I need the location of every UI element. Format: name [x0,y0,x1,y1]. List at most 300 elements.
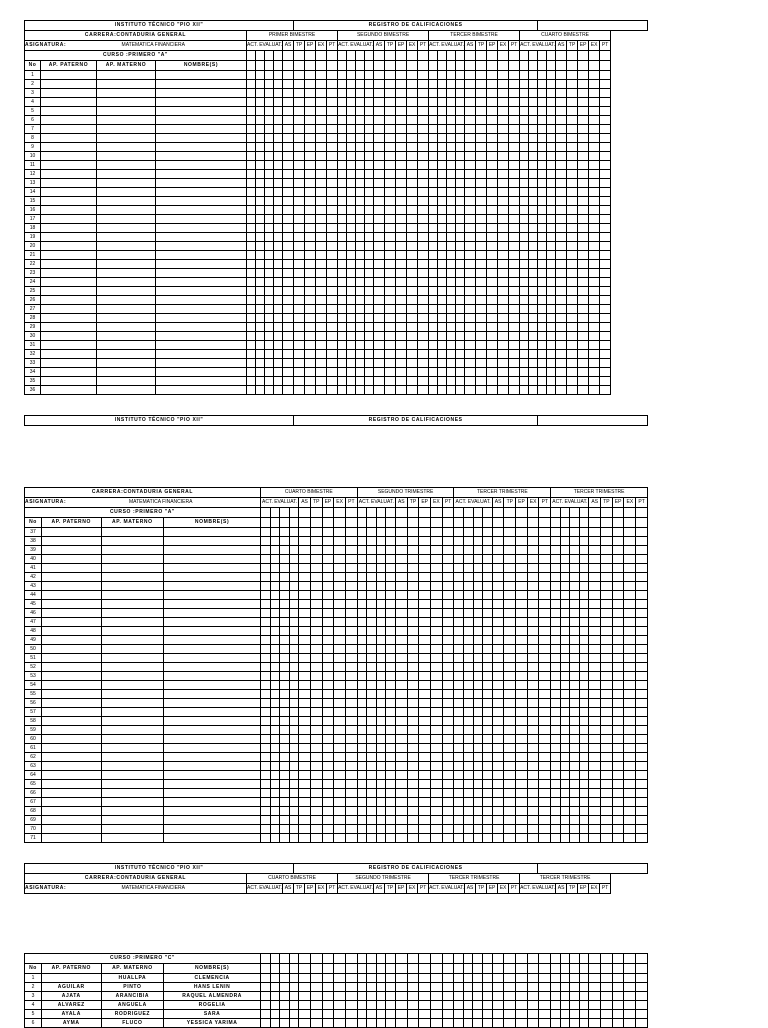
grade-cell[interactable] [385,242,396,251]
grade-cell[interactable] [567,206,578,215]
grade-cell[interactable] [322,699,334,708]
grade-cell[interactable] [294,61,305,71]
grade-cell[interactable] [454,537,464,546]
grade-cell[interactable] [299,546,311,555]
grade-cell[interactable] [316,269,327,278]
grade-cell[interactable] [407,143,418,152]
grade-cell[interactable] [567,296,578,305]
grade-cell[interactable] [551,573,561,582]
grade-cell[interactable] [347,107,356,116]
grade-cell[interactable] [476,188,487,197]
grade-cell[interactable] [504,636,516,645]
grade-cell[interactable] [567,170,578,179]
grade-cell[interactable] [483,672,493,681]
student-nombres[interactable] [156,332,247,341]
grade-cell[interactable] [338,368,347,377]
grade-cell[interactable] [327,206,338,215]
grade-cell[interactable] [487,278,498,287]
grade-cell[interactable] [636,1001,648,1010]
grade-cell[interactable] [612,974,624,983]
grade-cell[interactable] [600,278,611,287]
student-nombres[interactable] [156,296,247,305]
grade-cell[interactable] [556,197,567,206]
grade-cell[interactable] [556,386,567,395]
grade-cell[interactable] [498,224,509,233]
grade-cell[interactable] [551,564,561,573]
grade-cell[interactable] [579,645,589,654]
grade-cell[interactable] [579,983,589,992]
grade-cell[interactable] [464,708,474,717]
student-paterno[interactable] [42,807,102,816]
grade-cell[interactable] [385,107,396,116]
grade-cell[interactable] [612,964,624,974]
grade-cell[interactable] [579,1019,589,1028]
grade-cell[interactable] [464,789,474,798]
grade-cell[interactable] [487,287,498,296]
grade-cell[interactable] [560,591,570,600]
grade-cell[interactable] [294,134,305,143]
grade-cell[interactable] [367,1001,377,1010]
grade-cell[interactable] [556,278,567,287]
grade-cell[interactable] [527,582,539,591]
grade-cell[interactable] [310,954,322,964]
grade-cell[interactable] [431,825,443,834]
grade-cell[interactable] [396,134,407,143]
grade-cell[interactable] [289,726,299,735]
grade-cell[interactable] [464,627,474,636]
grade-cell[interactable] [551,735,561,744]
grade-cell[interactable] [334,798,346,807]
grade-cell[interactable] [289,954,299,964]
grade-cell[interactable] [310,591,322,600]
grade-cell[interactable] [464,735,474,744]
grade-cell[interactable] [270,636,280,645]
grade-cell[interactable] [570,582,580,591]
grade-cell[interactable] [529,278,538,287]
grade-cell[interactable] [374,323,385,332]
grade-cell[interactable] [419,681,431,690]
grade-cell[interactable] [600,215,611,224]
grade-cell[interactable] [527,954,539,964]
grade-cell[interactable] [570,807,580,816]
grade-cell[interactable] [345,518,357,528]
grade-cell[interactable] [247,332,256,341]
grade-cell[interactable] [305,386,316,395]
grade-cell[interactable] [487,242,498,251]
grade-cell[interactable] [289,528,299,537]
student-materno[interactable] [101,825,164,834]
grade-cell[interactable] [247,71,256,80]
grade-cell[interactable] [454,735,464,744]
grade-cell[interactable] [280,789,290,798]
grade-cell[interactable] [570,573,580,582]
grade-cell[interactable] [347,206,356,215]
grade-cell[interactable] [483,780,493,789]
grade-cell[interactable] [600,170,611,179]
grade-cell[interactable] [395,627,407,636]
grade-cell[interactable] [347,368,356,377]
grade-cell[interactable] [527,636,539,645]
grade-cell[interactable] [419,518,431,528]
grade-cell[interactable] [385,332,396,341]
grade-cell[interactable] [357,798,367,807]
grade-cell[interactable] [600,368,611,377]
grade-cell[interactable] [407,80,418,89]
grade-cell[interactable] [442,816,454,825]
grade-cell[interactable] [579,744,589,753]
grade-cell[interactable] [322,1001,334,1010]
grade-cell[interactable] [556,206,567,215]
grade-cell[interactable] [347,80,356,89]
grade-cell[interactable] [456,296,465,305]
grade-cell[interactable] [556,161,567,170]
grade-cell[interactable] [356,278,365,287]
student-paterno[interactable] [42,645,102,654]
grade-cell[interactable] [357,834,367,843]
grade-cell[interactable] [367,726,377,735]
grade-cell[interactable] [418,71,429,80]
grade-cell[interactable] [396,314,407,323]
grade-cell[interactable] [386,645,396,654]
grade-cell[interactable] [527,816,539,825]
grade-cell[interactable] [551,663,561,672]
grade-cell[interactable] [454,762,464,771]
grade-cell[interactable] [454,753,464,762]
grade-cell[interactable] [322,654,334,663]
grade-cell[interactable] [547,116,556,125]
grade-cell[interactable] [310,627,322,636]
grade-cell[interactable] [551,744,561,753]
grade-cell[interactable] [520,125,529,134]
grade-cell[interactable] [624,798,636,807]
grade-cell[interactable] [396,170,407,179]
grade-cell[interactable] [589,834,601,843]
grade-cell[interactable] [294,242,305,251]
student-materno[interactable] [97,242,156,251]
grade-cell[interactable] [294,152,305,161]
grade-cell[interactable] [529,242,538,251]
grade-cell[interactable] [431,672,443,681]
grade-cell[interactable] [570,609,580,618]
grade-cell[interactable] [465,368,476,377]
grade-cell[interactable] [338,269,347,278]
grade-cell[interactable] [270,735,280,744]
grade-cell[interactable] [456,188,465,197]
grade-cell[interactable] [357,699,367,708]
grade-cell[interactable] [601,537,613,546]
grade-cell[interactable] [442,735,454,744]
grade-cell[interactable] [265,224,274,233]
grade-cell[interactable] [589,314,600,323]
grade-cell[interactable] [357,645,367,654]
grade-cell[interactable] [283,242,294,251]
grade-cell[interactable] [487,206,498,215]
grade-cell[interactable] [556,368,567,377]
grade-cell[interactable] [487,332,498,341]
grade-cell[interactable] [516,508,528,518]
grade-cell[interactable] [280,573,290,582]
grade-cell[interactable] [429,116,438,125]
grade-cell[interactable] [283,260,294,269]
grade-cell[interactable] [274,368,283,377]
grade-cell[interactable] [289,591,299,600]
grade-cell[interactable] [578,278,589,287]
student-nombres[interactable]: RAQUEL ALMENDRA [164,992,261,1001]
grade-cell[interactable] [283,188,294,197]
grade-cell[interactable] [547,233,556,242]
grade-cell[interactable] [334,600,346,609]
grade-cell[interactable] [483,564,493,573]
grade-cell[interactable] [376,954,386,964]
grade-cell[interactable] [260,816,270,825]
grade-cell[interactable] [636,983,648,992]
grade-cell[interactable] [504,555,516,564]
grade-cell[interactable] [516,600,528,609]
grade-cell[interactable] [310,983,322,992]
grade-cell[interactable] [560,1019,570,1028]
grade-cell[interactable] [418,323,429,332]
grade-cell[interactable] [310,609,322,618]
grade-cell[interactable] [464,609,474,618]
grade-cell[interactable] [438,125,447,134]
grade-cell[interactable] [429,269,438,278]
grade-cell[interactable] [516,771,528,780]
grade-cell[interactable] [256,215,265,224]
grade-cell[interactable] [396,242,407,251]
grade-cell[interactable] [396,224,407,233]
grade-cell[interactable] [356,314,365,323]
grade-cell[interactable] [247,233,256,242]
student-paterno[interactable] [41,287,97,296]
grade-cell[interactable] [483,618,493,627]
grade-cell[interactable] [636,654,648,663]
grade-cell[interactable] [310,708,322,717]
grade-cell[interactable] [464,699,474,708]
grade-cell[interactable] [419,825,431,834]
grade-cell[interactable] [365,179,374,188]
grade-cell[interactable] [456,341,465,350]
grade-cell[interactable] [556,61,567,71]
grade-cell[interactable] [256,242,265,251]
grade-cell[interactable] [247,260,256,269]
grade-cell[interactable] [419,564,431,573]
grade-cell[interactable] [509,107,520,116]
grade-cell[interactable] [334,528,346,537]
grade-cell[interactable] [442,645,454,654]
grade-cell[interactable] [345,645,357,654]
grade-cell[interactable] [515,1001,527,1010]
grade-cell[interactable] [516,672,528,681]
grade-cell[interactable] [256,98,265,107]
grade-cell[interactable] [498,197,509,206]
grade-cell[interactable] [256,224,265,233]
grade-cell[interactable] [395,546,407,555]
grade-cell[interactable] [280,591,290,600]
student-materno[interactable] [97,278,156,287]
grade-cell[interactable] [578,98,589,107]
grade-cell[interactable] [520,215,529,224]
grade-cell[interactable] [256,278,265,287]
grade-cell[interactable] [624,582,636,591]
grade-cell[interactable] [454,528,464,537]
grade-cell[interactable] [419,834,431,843]
grade-cell[interactable] [294,386,305,395]
student-nombres[interactable] [156,215,247,224]
grade-cell[interactable] [247,278,256,287]
grade-cell[interactable] [473,564,483,573]
student-materno[interactable] [101,834,164,843]
grade-cell[interactable] [247,359,256,368]
grade-cell[interactable] [345,672,357,681]
grade-cell[interactable] [289,974,299,983]
student-materno[interactable] [97,251,156,260]
grade-cell[interactable] [539,780,551,789]
grade-cell[interactable] [492,1019,504,1028]
grade-cell[interactable] [570,555,580,564]
grade-cell[interactable] [601,582,613,591]
grade-cell[interactable] [274,224,283,233]
grade-cell[interactable] [347,269,356,278]
grade-cell[interactable] [429,233,438,242]
grade-cell[interactable] [516,735,528,744]
grade-cell[interactable] [473,591,483,600]
grade-cell[interactable] [289,735,299,744]
grade-cell[interactable] [294,170,305,179]
student-paterno[interactable] [41,170,97,179]
grade-cell[interactable] [498,89,509,98]
grade-cell[interactable] [492,654,504,663]
student-nombres[interactable] [164,636,261,645]
grade-cell[interactable] [334,816,346,825]
student-materno[interactable]: FLUCO [101,1019,164,1028]
grade-cell[interactable] [539,663,551,672]
grade-cell[interactable] [612,771,624,780]
student-paterno[interactable] [41,233,97,242]
grade-cell[interactable] [376,618,386,627]
grade-cell[interactable] [567,251,578,260]
grade-cell[interactable] [386,518,396,528]
grade-cell[interactable] [274,143,283,152]
grade-cell[interactable] [589,80,600,89]
grade-cell[interactable] [504,582,516,591]
grade-cell[interactable] [431,555,443,564]
student-nombres[interactable] [164,546,261,555]
grade-cell[interactable] [589,269,600,278]
student-paterno[interactable] [42,708,102,717]
grade-cell[interactable] [247,51,256,61]
student-nombres[interactable] [164,627,261,636]
grade-cell[interactable] [334,825,346,834]
grade-cell[interactable] [504,681,516,690]
grade-cell[interactable] [520,350,529,359]
grade-cell[interactable] [438,287,447,296]
grade-cell[interactable] [299,636,311,645]
grade-cell[interactable] [294,323,305,332]
grade-cell[interactable] [431,735,443,744]
grade-cell[interactable] [578,350,589,359]
grade-cell[interactable] [578,287,589,296]
grade-cell[interactable] [365,71,374,80]
grade-cell[interactable] [280,528,290,537]
grade-cell[interactable] [498,296,509,305]
grade-cell[interactable] [483,582,493,591]
grade-cell[interactable] [612,834,624,843]
student-nombres[interactable] [164,735,261,744]
grade-cell[interactable] [547,197,556,206]
grade-cell[interactable] [310,780,322,789]
grade-cell[interactable] [374,359,385,368]
grade-cell[interactable] [407,681,419,690]
grade-cell[interactable] [447,116,456,125]
grade-cell[interactable] [447,179,456,188]
grade-cell[interactable] [442,663,454,672]
grade-cell[interactable] [356,206,365,215]
grade-cell[interactable] [395,974,407,983]
grade-cell[interactable] [516,582,528,591]
grade-cell[interactable] [509,269,520,278]
student-paterno[interactable] [42,618,102,627]
grade-cell[interactable] [438,368,447,377]
grade-cell[interactable] [636,992,648,1001]
grade-cell[interactable] [567,152,578,161]
grade-cell[interactable] [492,618,504,627]
grade-cell[interactable] [356,51,365,61]
grade-cell[interactable] [396,188,407,197]
grade-cell[interactable] [600,1019,612,1028]
grade-cell[interactable] [492,717,504,726]
student-materno[interactable]: ANGUELA [101,1001,164,1010]
grade-cell[interactable] [464,636,474,645]
grade-cell[interactable] [442,528,454,537]
grade-cell[interactable] [299,780,311,789]
grade-cell[interactable] [429,314,438,323]
grade-cell[interactable] [419,555,431,564]
grade-cell[interactable] [327,143,338,152]
grade-cell[interactable] [515,974,527,983]
grade-cell[interactable] [395,555,407,564]
grade-cell[interactable] [442,591,454,600]
grade-cell[interactable] [504,753,516,762]
grade-cell[interactable] [589,350,600,359]
grade-cell[interactable] [520,368,529,377]
student-materno[interactable] [101,537,164,546]
grade-cell[interactable] [418,278,429,287]
grade-cell[interactable] [305,377,316,386]
grade-cell[interactable] [265,61,274,71]
grade-cell[interactable] [465,242,476,251]
grade-cell[interactable] [365,197,374,206]
grade-cell[interactable] [567,242,578,251]
student-paterno[interactable] [42,672,102,681]
grade-cell[interactable] [578,305,589,314]
grade-cell[interactable] [465,206,476,215]
grade-cell[interactable] [310,789,322,798]
grade-cell[interactable] [357,528,367,537]
grade-cell[interactable] [396,341,407,350]
grade-cell[interactable] [476,170,487,179]
grade-cell[interactable] [322,546,334,555]
grade-cell[interactable] [487,215,498,224]
student-nombres[interactable] [164,816,261,825]
grade-cell[interactable] [289,681,299,690]
grade-cell[interactable] [560,564,570,573]
grade-cell[interactable] [447,98,456,107]
grade-cell[interactable] [551,555,561,564]
grade-cell[interactable] [385,377,396,386]
grade-cell[interactable] [327,179,338,188]
grade-cell[interactable] [612,717,624,726]
grade-cell[interactable] [310,771,322,780]
